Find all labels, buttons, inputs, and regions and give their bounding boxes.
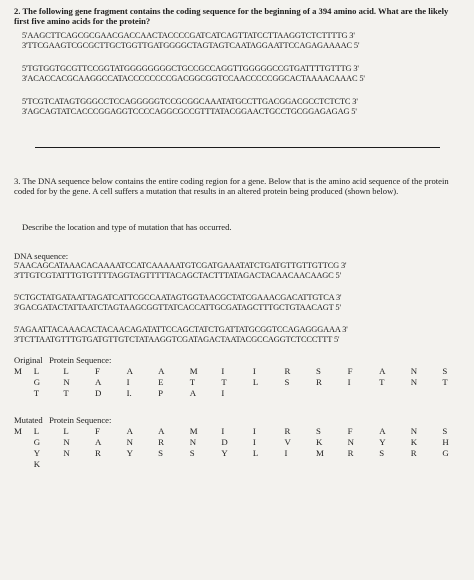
q2-seq-1-top: 5'AAGCTTCAGCGCGAACGACCAACTACCCCGATCATCAGTTATCCTTAAGGTCTCTTTTG 3' xyxy=(22,31,355,40)
amino-acid-cell: V xyxy=(284,437,291,447)
amino-acid-cell: L xyxy=(63,366,69,376)
amino-acid-cell: R xyxy=(284,366,291,376)
amino-acid-cell xyxy=(442,459,474,470)
amino-acid-cell: S xyxy=(284,377,290,387)
amino-acid-cell: Y xyxy=(379,437,386,447)
amino-acid-cell: A xyxy=(189,388,197,398)
amino-acid-cell: A xyxy=(158,426,165,436)
amino-acid-cell: I xyxy=(221,426,225,436)
mutated-protein-row xyxy=(14,459,474,470)
amino-acid-cell: N xyxy=(347,437,354,447)
mutated-protein-table xyxy=(14,426,474,470)
amino-acid-cell: K xyxy=(316,437,323,447)
amino-acid-cell: N xyxy=(126,437,133,447)
amino-acid-cell: E xyxy=(158,377,164,387)
original-label: Original xyxy=(14,355,43,365)
amino-acid-cell: D xyxy=(221,437,228,447)
amino-acid-cell: M xyxy=(14,426,22,436)
amino-acid-cell: H xyxy=(442,437,449,447)
amino-acid-cell: M xyxy=(189,426,198,436)
amino-acid-cell xyxy=(14,388,34,399)
amino-acid-cell xyxy=(253,388,285,399)
amino-acid-cell: S xyxy=(158,448,164,458)
amino-acid-cell xyxy=(316,388,348,399)
amino-acid-cell: T xyxy=(189,377,196,387)
amino-acid-cell: S xyxy=(189,448,195,458)
amino-acid-cell: Y xyxy=(126,448,133,458)
answer-line xyxy=(35,147,440,148)
amino-acid-cell: Y xyxy=(33,448,41,458)
amino-acid-cell: I xyxy=(347,377,351,387)
amino-acid-cell xyxy=(316,459,348,470)
amino-acid-cell xyxy=(14,437,34,448)
amino-acid-cell: G xyxy=(33,377,41,387)
amino-acid-cell xyxy=(442,388,474,399)
amino-acid-cell: K xyxy=(410,437,418,447)
amino-acid-cell: N xyxy=(410,377,418,387)
question-2-title: 2. The following gene fragment contains the coding sequence for the beginning of a 394 amino acid. What are the likely first five amino acids for the protein? xyxy=(14,6,449,26)
q2-seq-3-bottom: 3'AGCAGTATCACCCGGAGGTCCCCAGGCGCCGTTTATACGGAACTGCCTGCGGAGAGAG 5' xyxy=(22,107,357,116)
amino-acid-cell: T xyxy=(379,377,385,387)
amino-acid-cell: I xyxy=(284,448,288,458)
amino-acid-cell xyxy=(411,459,443,470)
amino-acid-cell: I xyxy=(252,426,256,436)
q3-seq-1-bottom: 3'TTGTCGTATTTGTGTTTTAGGTAGTTTTTACAGCTACTTTATAGACTACAACAACAAGC 5' xyxy=(14,271,341,280)
amino-acid-cell: D xyxy=(94,388,102,398)
amino-acid-cell: I xyxy=(221,388,225,398)
amino-acid-cell: F xyxy=(347,426,353,436)
amino-acid-cell xyxy=(284,459,316,470)
amino-acid-cell xyxy=(95,459,127,470)
amino-acid-cell: A xyxy=(379,426,386,436)
amino-acid-cell: L xyxy=(252,448,259,458)
amino-acid-cell: Y xyxy=(221,448,228,458)
mutated-protein-label: Protein Sequence: xyxy=(49,415,112,425)
amino-acid-cell xyxy=(158,459,190,470)
amino-acid-cell xyxy=(411,388,443,399)
mutated-protein-row xyxy=(14,426,474,437)
amino-acid-cell: R xyxy=(410,448,417,458)
amino-acid-cell: T xyxy=(63,388,69,398)
amino-acid-cell xyxy=(379,459,411,470)
amino-acid-cell: R xyxy=(94,448,101,458)
amino-acid-cell: K xyxy=(33,459,41,469)
amino-acid-cell: L xyxy=(63,426,69,436)
amino-acid-cell: A xyxy=(379,366,386,376)
amino-acid-cell: T xyxy=(221,377,227,387)
amino-acid-cell: S xyxy=(442,366,448,376)
amino-acid-cell: N xyxy=(63,448,70,458)
amino-acid-cell: P xyxy=(158,388,164,398)
amino-acid-cell xyxy=(190,459,222,470)
q2-seq-2-top: 5'TGTGGTGCGTTCCGGTATGGGGGGGGCTGCCGCCAGGTTGGGGGCCGTGATTTTGTTTG 3' xyxy=(22,64,359,73)
original-protein-row xyxy=(14,366,474,377)
amino-acid-cell xyxy=(379,388,411,399)
amino-acid-cell: S xyxy=(316,366,321,376)
amino-acid-cell: L xyxy=(33,366,40,376)
amino-acid-cell xyxy=(63,459,95,470)
amino-acid-cell: A xyxy=(126,366,133,376)
amino-acid-cell xyxy=(348,459,380,470)
amino-acid-cell: M xyxy=(14,366,22,376)
mutated-protein-header xyxy=(14,415,111,425)
original-protein-header xyxy=(14,355,111,365)
amino-acid-cell: L xyxy=(252,377,259,387)
amino-acid-cell: S xyxy=(379,448,385,458)
amino-acid-cell: R xyxy=(347,448,354,458)
question-3-instruction: Describe the location and type of mutation that has occurred. xyxy=(22,222,232,232)
amino-acid-cell: I xyxy=(221,366,225,376)
q3-seq-3-top: 5'AGAATTACAAACACTACAACAGATATTCCAGCTATCTGATTATGCGGTCCAGAGGGAAA 3' xyxy=(14,325,348,334)
amino-acid-cell: S xyxy=(316,426,321,436)
amino-acid-cell: F xyxy=(347,366,353,376)
question-3-title: 3. The DNA sequence below contains the entire coding region for a gene. Below that is the amino acid sequence of the protein coded for by the gene. A cell suffers a mutation that results in an altered protein being produced (shown below). xyxy=(14,176,449,196)
amino-acid-cell: A xyxy=(94,437,102,447)
amino-acid-cell: I xyxy=(252,437,256,447)
amino-acid-cell xyxy=(14,377,34,388)
amino-acid-cell: I. xyxy=(126,388,132,398)
amino-acid-cell: G xyxy=(442,448,449,458)
mutated-protein-row xyxy=(14,448,474,459)
amino-acid-cell: I xyxy=(126,377,130,387)
amino-acid-cell xyxy=(284,388,316,399)
amino-acid-cell: A xyxy=(126,426,133,436)
original-protein-row xyxy=(14,377,474,388)
amino-acid-cell: R xyxy=(316,377,322,387)
original-protein-table xyxy=(14,366,474,399)
amino-acid-cell xyxy=(127,459,159,470)
amino-acid-cell: M xyxy=(316,448,324,458)
amino-acid-cell: A xyxy=(94,377,102,387)
amino-acid-cell: N xyxy=(410,426,418,436)
amino-acid-cell: N xyxy=(63,437,70,447)
dna-sequence-label: DNA sequence: xyxy=(14,251,69,261)
amino-acid-cell xyxy=(14,448,34,459)
amino-acid-cell xyxy=(253,459,285,470)
amino-acid-cell: F xyxy=(94,366,100,376)
amino-acid-cell: N xyxy=(189,437,197,447)
mutated-label: Mutated xyxy=(14,415,43,425)
amino-acid-cell xyxy=(14,459,34,470)
amino-acid-cell: F xyxy=(94,426,100,436)
amino-acid-cell: A xyxy=(158,366,165,376)
amino-acid-cell: T xyxy=(33,388,40,398)
amino-acid-cell: M xyxy=(189,366,198,376)
original-protein-row xyxy=(14,388,474,399)
amino-acid-cell: S xyxy=(442,426,448,436)
q2-seq-1-bottom: 3'TTCGAAGTCGCGCTTGCTGGTTGATGGGGCTAGTAGTCAATAGGAATTCCAGAGAAAAC 5' xyxy=(22,41,360,50)
amino-acid-cell: T xyxy=(442,377,448,387)
q2-seq-2-bottom: 3'ACACCACGCAAGGCCATACCCCCCCCGACGGCGGTCCAACCCCCGGCACTAAAACAAAC 5' xyxy=(22,74,365,83)
amino-acid-cell: N xyxy=(410,366,418,376)
amino-acid-cell: N xyxy=(63,377,70,387)
amino-acid-cell: R xyxy=(158,437,165,447)
q3-seq-2-top: 5'CTGCTATGATAATTAGATCATTCGCCAATAGTGGTAACGCTATCGAAACGACATTGTCA 3' xyxy=(14,293,342,302)
amino-acid-cell: L xyxy=(33,426,40,436)
q3-seq-1-top: 5'AACAGCATAAACACAAAATCCATCAAAAATGTCGATGAAATATCTGATGTTGTTGTTCG 3' xyxy=(14,261,347,270)
q3-seq-2-bottom: 3'GACGATACTATTAATCTAGTAAGCGGTTATCACCATTGCGATAGCTTTGCTGTAACAGT 5' xyxy=(14,303,341,312)
mutated-protein-row xyxy=(14,437,474,448)
amino-acid-cell xyxy=(348,388,380,399)
amino-acid-cell: I xyxy=(252,366,256,376)
q2-seq-3-top: 5'TCGTCATAGTGGGCCTCCAGGGGGTCCGCGGCAAATATGCCTTGACGGACGCCTCTCTC 3' xyxy=(22,97,358,106)
amino-acid-cell: R xyxy=(284,426,291,436)
amino-acid-cell xyxy=(221,459,253,470)
original-protein-label: Protein Sequence: xyxy=(49,355,112,365)
amino-acid-cell: G xyxy=(33,437,41,447)
q3-seq-3-bottom: 3'TCTTAATGTTTGTGATGTTGTCTATAAGGTCGATAGACTAATACGCCAGGTCTCCCTTT 5' xyxy=(14,335,340,344)
